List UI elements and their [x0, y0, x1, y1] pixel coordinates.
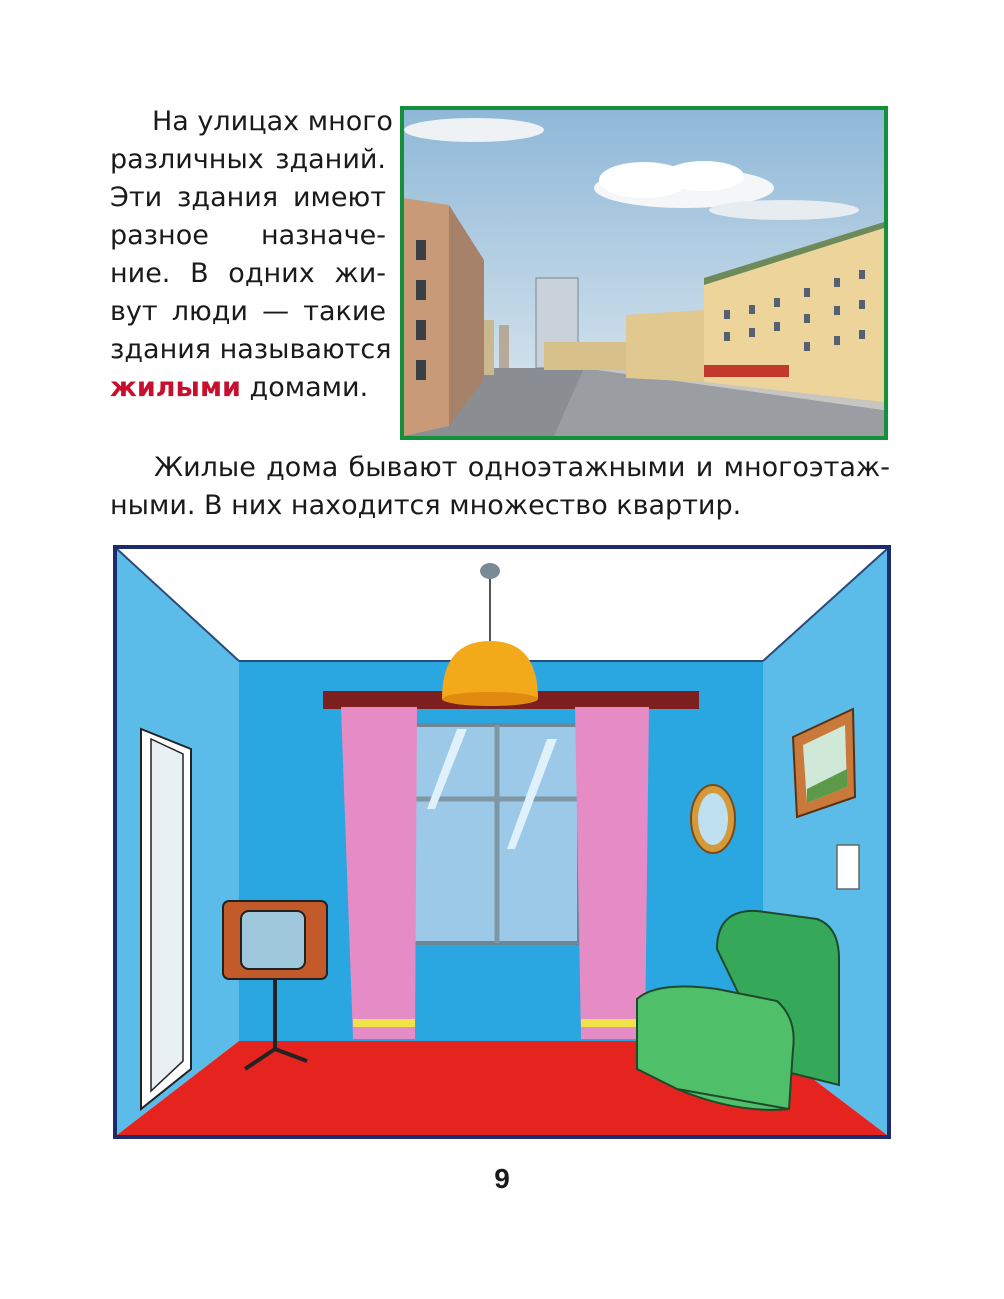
paragraph-2-line-2: ными. В них находится множество квартир.: [110, 490, 742, 521]
paragraph-1-line-2: различных зданий.: [110, 144, 386, 175]
paragraph-1-line-6: вут люди — такие: [110, 296, 386, 327]
paragraph-1-line-8: [110, 370, 386, 406]
paragraph-2-line-1: Жилые дома бывают одноэтажными и многоэтаж-: [154, 452, 890, 483]
paragraph-1-line-5: ние. В одних жи-: [110, 258, 386, 289]
paragraph-1-line-8-rest: домами.: [240, 372, 369, 403]
highlight-term: жилыми: [110, 372, 241, 403]
street-illustration: [400, 106, 888, 440]
paragraph-1-line-4: разное назначе-: [110, 220, 386, 251]
room-illustration: [113, 545, 891, 1139]
paragraph-1-line-7: здания называются: [110, 334, 392, 365]
paragraph-1-line-1: На улицах много: [152, 106, 393, 137]
paragraph-1-line-3: Эти здания имеют: [110, 182, 386, 213]
page-number: 9: [494, 1163, 510, 1194]
